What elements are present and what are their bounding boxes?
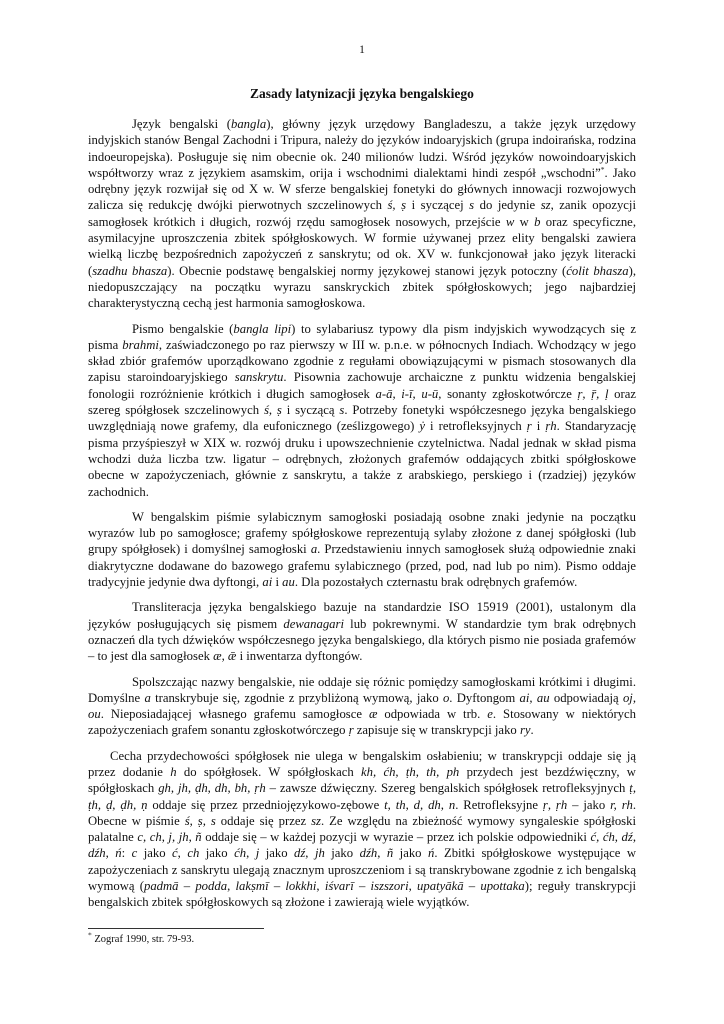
italic-term: ś, ṣ — [387, 198, 407, 213]
italic-term: ṛ, ṝ, ḷ — [577, 386, 609, 401]
italic-term: h — [170, 764, 177, 779]
text-run: . Standaryzację pisma przyśpieszył w XIX w. rozwój druku i upowszechnienie czytelnictwa. Nadal jednak w skład pisma wchodzi duża liczba tzw. ligatur – odrębnych, złożonych grafemów oddających zbitki spółgłoskowe obecne w zapożyczeniach, głównie z sanskrytu, a także z arabskiego, perskiego i (rzadziej) języków zachodnich. — [88, 419, 637, 499]
text-run: i syczącej — [406, 198, 470, 213]
text-run: , — [227, 879, 236, 894]
text-run: , zanik opozycji samogłosek krótkich i długich, rozwój rzędu samogłosek nosowych, przejście — [88, 198, 636, 229]
text-run: . Ze względu na zbieżność wymowy syngaleskie spółgłoski palatalne — [88, 813, 636, 845]
footnote-divider — [88, 928, 264, 929]
italic-term: b — [534, 214, 541, 229]
italic-term: sanskrytu — [234, 370, 284, 385]
text-run: , — [305, 846, 315, 861]
text-run: do spółgłosek. W spółgłoskach — [176, 764, 361, 779]
text-run: Pismo bengalskie ( — [132, 321, 234, 336]
text-run: . Nieposiadającej własnego grafemu samogłosce — [100, 707, 369, 722]
italic-term: ai — [262, 575, 273, 590]
text-run: jako — [137, 846, 173, 861]
italic-term: ś, ṣ, s — [184, 813, 216, 828]
italic-term: r, rh — [610, 797, 633, 812]
text-run: . Jako odrębny język rozwijał się od X w. W sferze bengalskiej fonetyki do głównych innowacji rozwojowych zalicza się redukcję dwójki pierwotnych szczelinowych — [88, 165, 636, 213]
italic-term: ćolit bhasza — [566, 263, 629, 278]
text-run: i inwentarza dyftongów. — [236, 649, 363, 664]
text-run: i retrofleksyjnych — [424, 419, 527, 434]
italic-term: ry — [519, 723, 531, 738]
italic-term: ai, au — [519, 690, 550, 705]
text-run: . Stosowany w niektórych zapożyczeniach grafem sonantu zgłoskotwórczego — [88, 707, 636, 738]
text-run: Cecha przydechowości spółgłosek nie ulega w bengalskim osłabieniu; w transkrypcji oddaje się ją przez dodanie — [88, 748, 636, 779]
italic-term: æ — [368, 707, 378, 722]
italic-term: j — [255, 846, 260, 861]
italic-term: lakṣmī – lokkhi — [235, 879, 317, 894]
text-run: . — [530, 723, 534, 738]
text-run: ), niedopuszczający na początku wyrazu sanskryckich zbitek spółgłoskowych; jego najbardziej charakterystyczną cechą jest harmonia samogłoskowa. — [88, 263, 636, 311]
text-run: Transliteracja języka bengalskiego bazuje na standardzie ISO 15919 (2001), ustalonym dla języków posługujących się pismem — [88, 600, 636, 631]
italic-term: ś, ṣ — [263, 403, 282, 418]
text-run: jako — [199, 846, 235, 861]
text-run: odpowiada w trb. — [377, 707, 488, 722]
paragraph — [88, 599, 636, 664]
text-run: – zawsze dźwięczny. Szereg bengalskich spółgłosek retrofleksyjnych — [265, 781, 630, 796]
italic-term: upatyākā – upottaka — [417, 879, 525, 894]
text-run: . Dyftongom — [449, 690, 520, 705]
italic-term: a-ā, i-ī, u-ū — [375, 386, 439, 401]
page-number: 1 — [359, 44, 365, 56]
paragraph — [88, 674, 636, 739]
italic-term: w — [505, 214, 515, 229]
italic-term: ń — [427, 846, 435, 861]
italic-term: dź — [294, 846, 306, 861]
text-run: oddaje się przez przedniojęzykowo-zębowe — [147, 797, 385, 812]
italic-term: oj, ou — [88, 690, 636, 722]
text-run: . Pisownia zachowuje archaiczne z punktu widzenia bengalskiej fonologii rozróżnienie krótkich i długich samogłosek — [88, 370, 636, 401]
italic-term: bangla — [230, 117, 267, 131]
text-run: : — [121, 846, 132, 861]
text-run: i — [531, 419, 546, 434]
italic-term: ṛ, ṛh — [542, 797, 568, 812]
italic-term: c, ch, j, jh, ñ — [137, 830, 202, 845]
text-run: jako — [393, 846, 428, 861]
italic-term: bangla lipi — [233, 321, 292, 336]
text-run: Język bengalski ( — [132, 117, 231, 131]
footnote-ref: * — [600, 164, 605, 174]
paragraph — [88, 321, 636, 500]
italic-term: æ, ǣ — [213, 649, 237, 664]
text-run: ), główny język urzędowy Bangladeszu, a także język urzędowy indyjskich stanów Bengal Zachodni i Tripura, należy do języków indoaryjskich (grupa indoirańska, rodzina indoeuropejska). Posługuje się nim obecnie ok. 240 milionów ludzi. Wśród języków nowoindoaryjskich współtworzy wraz z językiem asamskim, orija i wschodnimi dialektami hindi zespół „wschodni” — [88, 117, 636, 180]
italic-term: gh, jh, ḍh, dh, bh, ṛh — [158, 781, 266, 796]
text-run: . Dla pozostałych czternastu brak odrębnych grafemów. — [294, 575, 578, 590]
document-title: Zasady latynizacji języka bengalskiego — [250, 86, 474, 101]
italic-term: iśvarī – iszszori — [324, 879, 409, 894]
paragraph — [88, 748, 636, 911]
text-run: odpowiadają — [549, 690, 623, 705]
italic-term: ć, ćh, dź, dźh, ń — [88, 830, 636, 861]
text-run: oraz specyficzne, asymilacyjne uproszczenia zbitek spółgłoskowych. W formie używanej przez elity bengalski zawiera wielką liczbę bezpośrednich zapożyczeń z sanskrytu; od ok. XV w. funkcjonował jako język literacki ( — [88, 214, 636, 278]
text-run: i — [272, 575, 283, 590]
text-run: oraz szereg spółgłosek szczelinowych — [88, 386, 636, 418]
text-run: jako — [259, 846, 295, 861]
italic-term: ṛ — [526, 419, 532, 434]
italic-term: s — [469, 198, 475, 213]
text-run: i syczącą — [281, 403, 340, 418]
italic-term: kh, ćh, ṭh, th, ph — [361, 764, 460, 779]
text-run: oddaje się – w każdej pozycji w wyrazie – przez ich polskie odpowiedniki — [201, 830, 591, 845]
footnote — [88, 930, 636, 945]
italic-term: t, th, d, dh, n — [384, 797, 456, 812]
italic-term: a — [310, 542, 318, 557]
text-run: ). Obecnie podstawę bengalskiej normy językowej stanowi język potoczny ( — [167, 263, 567, 278]
italic-term: sz — [311, 813, 321, 828]
text-run: do jedynie — [474, 198, 541, 213]
italic-term: sz — [540, 198, 551, 213]
italic-term: jh — [314, 846, 325, 861]
text-run: – jako — [567, 797, 611, 812]
text-run: w — [514, 214, 535, 229]
footnote-text: Zograf 1990, str. 79-93. — [91, 934, 195, 945]
text-run: , — [177, 846, 188, 861]
text-run: ) to sylabariusz typowy dla pism indyjskich wywodzących się z pisma — [88, 321, 636, 352]
text-run: jako — [324, 846, 360, 861]
italic-term: s — [339, 403, 345, 418]
text-run: lub pokrewnymi. W standardzie tym brak odrębnych oznaczeń dla tych dźwięków współczesnego języka bengalskiego, dla których pismo nie posiada grafemów – to jest dla samogłosek — [88, 616, 636, 664]
italic-term: ćh — [234, 846, 247, 861]
text-run: , — [408, 879, 418, 894]
text-run: , — [316, 879, 325, 894]
text-run: , zaświadczonego po raz pierwszy w III w. p.n.e. w północnych Indiach. Wchodzący w jego skład zbiór grafemów uporządkowano zgodnie z regułami obowiązującymi w pismach stosowanych dla zapisu staroindoaryjskiego — [88, 337, 636, 385]
italic-term: ć — [172, 846, 178, 861]
footnote-marker: * — [88, 930, 92, 940]
italic-term: o — [442, 690, 450, 705]
text-run: . Obecne w piśmie — [88, 797, 636, 828]
italic-term: ẏ — [419, 419, 425, 434]
paragraph — [88, 116, 636, 312]
italic-term: padmā – podda — [143, 879, 228, 894]
italic-term: au — [282, 575, 295, 590]
text-run: , sonanty zgłoskotwórcze — [438, 386, 578, 401]
text-run: . Retrofleksyjne — [455, 797, 543, 812]
italic-term: dźh — [359, 846, 378, 861]
text-run: Spolszczając nazwy bengalskie, nie oddaje się różnic pomiędzy samogłoskami krótkimi i długimi. Domyślne — [88, 674, 636, 705]
italic-term: dewanagari — [283, 616, 344, 631]
italic-term: szadhu bhasza — [92, 263, 168, 278]
paragraph — [88, 509, 636, 590]
text-run: transkrybuje się, zgodnie z przybliżoną wymową, jako — [150, 690, 443, 705]
text-run: przydech jest bezdźwięczny, w spółgłoskach — [88, 764, 636, 796]
text-run: oddaje się przez — [215, 813, 312, 828]
italic-term: e — [487, 707, 493, 722]
italic-term: ñ — [386, 846, 394, 861]
text-run: W bengalskim piśmie sylabicznym samogłoski posiadają osobne znaki jedynie na początku wyrazów lub po samogłosce; grafemy spółgłoskowe reprezentują sylaby złożone z danej spółgłoski (lub grupy spółgłosek) i domyślnej samogłoski — [88, 509, 636, 557]
italic-term: a — [144, 690, 151, 705]
italic-term: brahmi — [122, 337, 159, 352]
text-run: , — [377, 846, 387, 861]
italic-term: ṛ — [348, 723, 354, 738]
italic-term: ch — [187, 846, 200, 861]
text-run: , — [246, 846, 256, 861]
text-run: . Potrzeby fonetyki współczesnego języka bengalskiego uwzględniają nowe grafemy, dla eufonicznego (ześlizgowego) — [88, 403, 636, 434]
italic-term: c — [131, 846, 138, 861]
text-run: . Zbitki spółgłoskowe występujące w zapożyczeniach z sanskrytu ulegają znacznym uproszczeniom i są transkrybowane zgodnie z ich bengalską wymową ( — [88, 846, 637, 894]
italic-term: ṭ, ṭh, ḍ, ḍh, ṇ — [88, 781, 636, 812]
text-run: ); reguły transkrypcji bengalskich zbitek spółgłoskowych są złożone i zawierają wiele wyjątków. — [88, 879, 636, 910]
body-text — [88, 116, 636, 920]
italic-term: ṛh — [545, 419, 557, 434]
text-run: . Przedstawieniu innych samogłosek służą odpowiednie znaki diakrytyczne dodawane do bazowego grafemu sylabicznego (przed, pod, nad lub po nim). Pismo oddaje tradycyjnie jedynie dwa dyftongi, — [88, 542, 636, 590]
text-run: zapisuje się w transkrypcji jako — [353, 723, 520, 738]
